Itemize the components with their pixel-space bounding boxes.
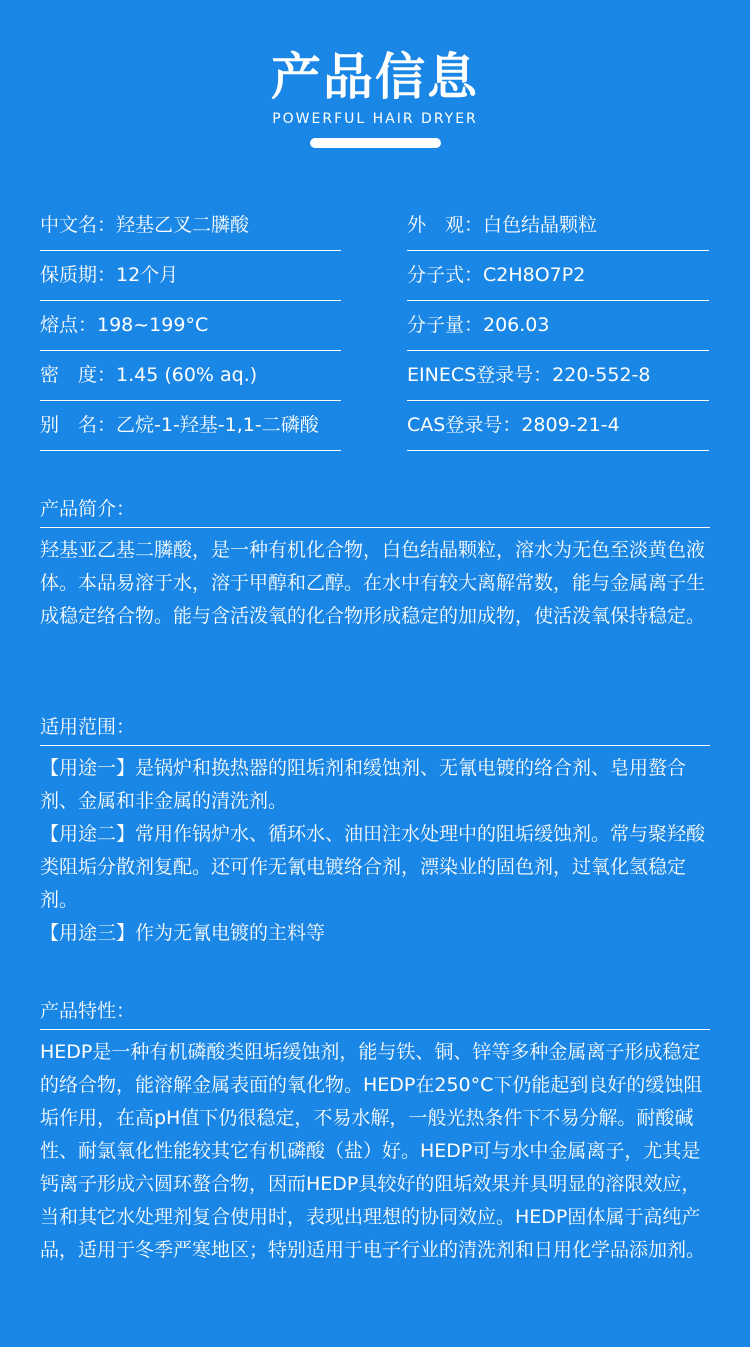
field-shelf-life: 保质期：12个月	[40, 250, 341, 301]
intro-paragraph: 羟基亚乙基二膦酸，是一种有机化合物，白色结晶颗粒，溶水为无色至淡黄色液体。本品易溶于水，溶于甲醇和乙醇。在水中有较大离解常数，能与金属离子生成稳定络合物。能与含活泼氧的化合物形成稳定的加成物，使活泼氧保持稳定。	[40, 539, 706, 627]
section-features	[40, 994, 710, 1267]
intro-body	[40, 528, 710, 633]
features-paragraph: HEDP是一种有机磷酸类阻垢缓蚀剂，能与铁、铜、锌等多种金属离子形成稳定的络合物，能溶解金属表面的氧化物。HEDP在250°C下仍能起到良好的缓蚀阻垢作用，在高pH值下仍很稳定，不易水解，一般光热条件下不易分解。耐酸碱性、耐氯氧化性能较其它有机磷酸（盐）好。HEDP可与水中金属离子，尤其是钙离子形成六圆环螯合物，因而HEDP具较好的阻垢效果并具明显的溶限效应，当和其它水处理剂复合使用时，表现出理想的协同效应。HEDP固体属于高纯产品，适用于冬季严寒地区；特别适用于电子行业的清洗剂和日用化学品添加剂。	[40, 1041, 706, 1261]
page-title: 产品信息	[271, 48, 479, 106]
field-molecular-formula: 分子式：C2H8O7P2	[407, 250, 709, 301]
features-heading: 产品特性：	[40, 994, 710, 1030]
usage-body	[40, 746, 710, 950]
usage-heading: 适用范围：	[40, 710, 710, 746]
usage-item-2: 【用途二】常用作锅炉水、循环水、油田注水处理中的阻垢缓蚀剂。常与聚羟酸类阻垢分散剂复配。还可作无氰电镀络合剂，漂染业的固色剂，过氧化氢稳定剂。	[40, 823, 706, 911]
title-underline-bar	[310, 138, 441, 148]
field-cas-number: CAS登录号：2809-21-4	[407, 400, 709, 451]
field-melting-point: 熔点：198~199°C	[40, 300, 341, 351]
section-usage	[40, 710, 710, 950]
features-body	[40, 1030, 710, 1267]
page-header	[0, 0, 750, 160]
intro-heading: 产品简介：	[40, 492, 710, 528]
field-alias: 别 名：乙烷-1-羟基-1,1-二磷酸	[40, 400, 341, 451]
field-chinese-name: 中文名：羟基乙叉二膦酸	[40, 200, 341, 251]
page-subtitle: POWERFUL HAIR DRYER	[272, 111, 478, 127]
field-molecular-weight: 分子量：206.03	[407, 300, 709, 351]
field-einecs-number: EINECS登录号：220-552-8	[407, 350, 709, 401]
usage-item-3: 【用途三】作为无氰电镀的主料等	[40, 922, 326, 944]
field-appearance: 外 观：白色结晶颗粒	[407, 200, 709, 251]
section-intro	[40, 492, 710, 633]
usage-item-1: 【用途一】是锅炉和换热器的阻垢剂和缓蚀剂、无氰电镀的络合剂、皂用螯合剂、金属和非金属的清洗剂。	[40, 757, 687, 812]
field-density: 密 度：1.45 (60% aq.)	[40, 350, 341, 401]
product-info-grid	[0, 200, 750, 450]
